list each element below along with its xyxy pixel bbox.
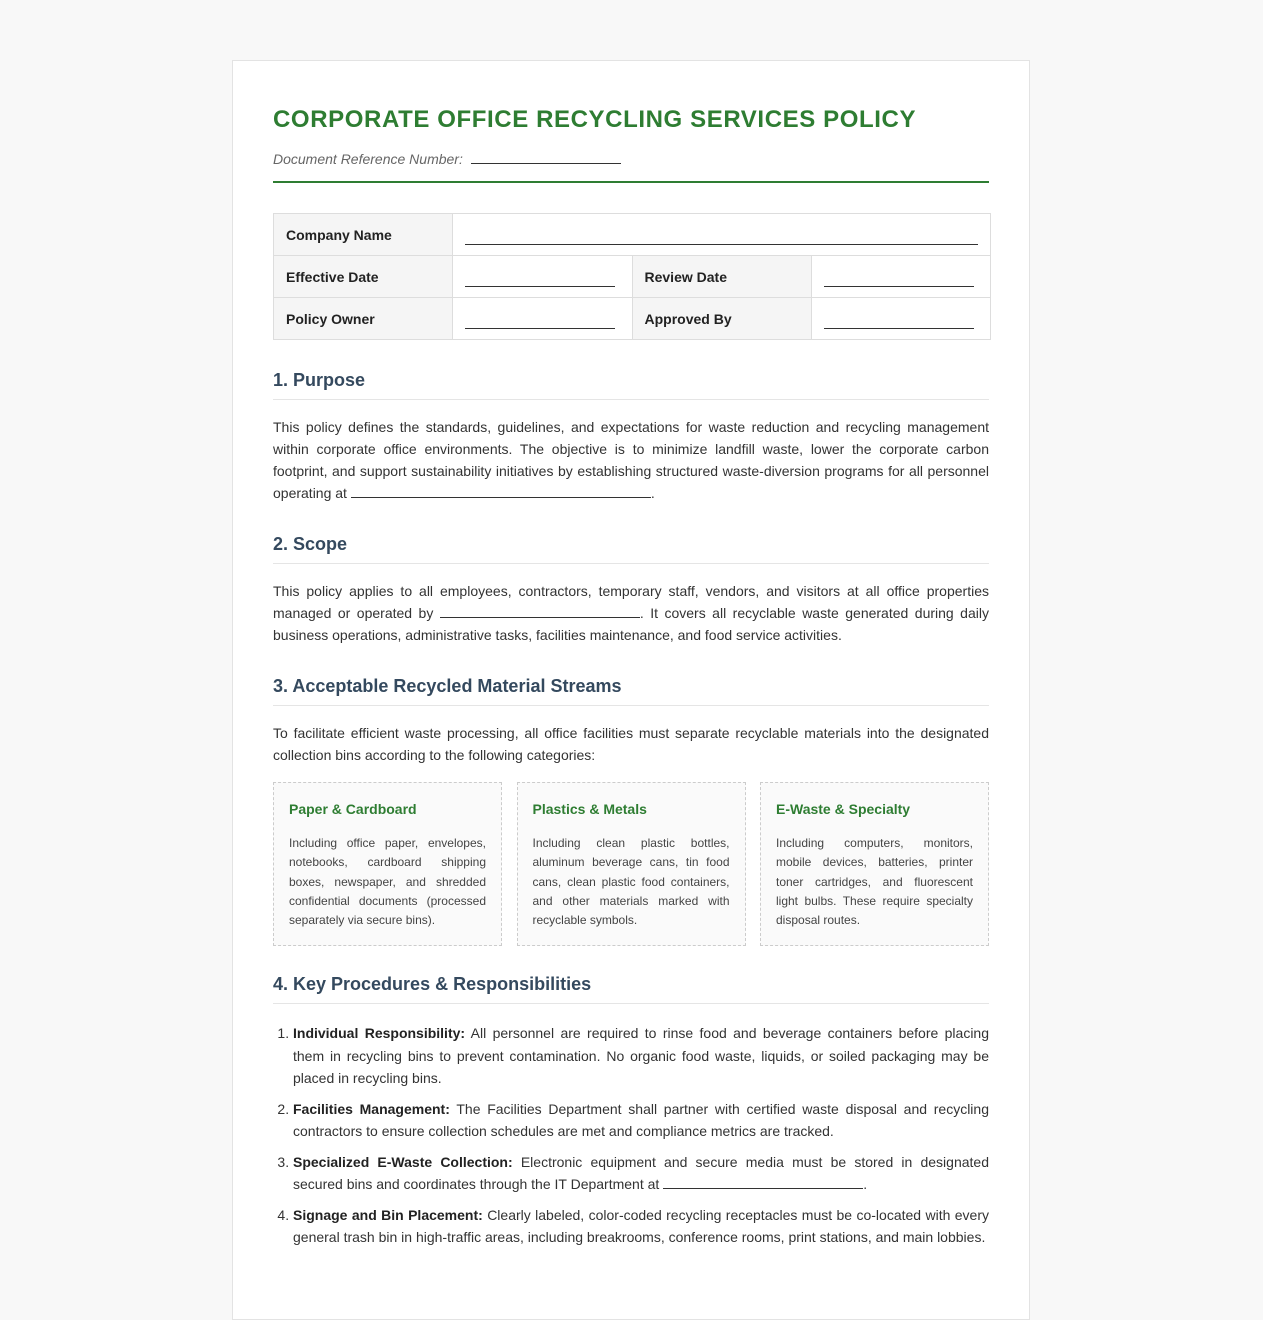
material-stream-cards bbox=[273, 782, 989, 946]
stream-card-title: Paper & Cardboard bbox=[289, 801, 417, 817]
stream-card-plastics bbox=[517, 782, 746, 946]
reference-number-field[interactable] bbox=[471, 149, 621, 164]
company-name-cell bbox=[453, 214, 991, 256]
it-contact-field[interactable] bbox=[663, 1174, 863, 1189]
stream-card-text: Including computers, monitors, mobile devices, batteries, printer toner cartridges, and fluorescent light bulbs. These require specialty disposal routes. bbox=[776, 836, 973, 928]
stream-card-ewaste bbox=[760, 782, 989, 946]
stream-card-title: E-Waste & Specialty bbox=[776, 801, 911, 817]
approved-by-cell bbox=[811, 298, 990, 340]
procedure-text-end: . bbox=[863, 1176, 868, 1192]
review-date-cell bbox=[811, 256, 990, 298]
stream-card-title: Plastics & Metals bbox=[532, 801, 647, 817]
effective-date-cell bbox=[453, 256, 632, 298]
policy-owner-cell bbox=[453, 298, 632, 340]
procedure-text: All personnel are required to rinse food and beverage containers before placing them in recycling bins to prevent contamination. No organic food waste, liquids, or soiled packaging may be placed in recycling bins. bbox=[293, 1025, 989, 1086]
document-title: CORPORATE OFFICE RECYCLING SERVICES POLICY bbox=[273, 106, 917, 133]
list-item bbox=[293, 1151, 989, 1196]
policy-info-table bbox=[273, 213, 991, 340]
procedures-heading: 4. Key Procedures & Responsibilities bbox=[273, 973, 989, 1004]
purpose-text-start: This policy defines the standards, guidelines, and expectations for waste reduction and recycling management within corporate office environments. The objective is to minimize landfill waste, lower the corporate carbon footprint, and support sustainability initiatives by establishing structured waste-diversion programs for all personnel operating at bbox=[273, 419, 989, 501]
procedure-text: Electronic equipment and secure media must be stored in designated secured bins and coordinates through the IT Department at bbox=[293, 1153, 989, 1192]
procedures-section bbox=[273, 973, 989, 1249]
procedure-text: The Facilities Department shall partner with certified waste disposal and recycling contractors to ensure collection schedules are met and compliance metrics are tracked. bbox=[293, 1100, 989, 1139]
reference-number-row bbox=[273, 149, 989, 169]
list-item bbox=[293, 1022, 989, 1090]
list-item bbox=[293, 1204, 989, 1249]
approved-by-field[interactable] bbox=[824, 316, 974, 329]
purpose-text bbox=[273, 416, 989, 504]
procedure-label: Facilities Management: bbox=[293, 1100, 450, 1117]
policy-owner-field[interactable] bbox=[465, 316, 615, 329]
company-name-label: Company Name bbox=[274, 214, 453, 256]
policy-document bbox=[232, 60, 1030, 1320]
stream-card-text: Including office paper, envelopes, notebooks, cardboard shipping boxes, newspaper, and shredded confidential documents (processed separately via secure bins). bbox=[289, 836, 486, 928]
company-name-field[interactable] bbox=[465, 232, 978, 245]
effective-date-label: Effective Date bbox=[274, 256, 453, 298]
streams-section bbox=[273, 675, 989, 946]
scope-heading: 2. Scope bbox=[273, 533, 989, 564]
procedure-text: Clearly labeled, color-coded recycling receptacles must be co-located with every general trash bin in high-traffic areas, including breakrooms, conference rooms, print stations, and main lobbies. bbox=[293, 1206, 990, 1245]
policy-owner-label: Policy Owner bbox=[274, 298, 453, 340]
stream-card-text: Including clean plastic bottles, aluminum beverage cans, tin food cans, clean plastic food containers, and other materials marked with recyclable symbols. bbox=[532, 836, 730, 928]
review-date-field[interactable] bbox=[824, 274, 974, 287]
purpose-heading: 1. Purpose bbox=[273, 369, 989, 400]
list-item bbox=[293, 1098, 989, 1143]
scope-text bbox=[273, 580, 989, 646]
effective-date-field[interactable] bbox=[465, 274, 615, 287]
review-date-label: Review Date bbox=[632, 256, 811, 298]
procedures-list bbox=[273, 1022, 989, 1249]
location-field[interactable] bbox=[351, 483, 651, 498]
operator-field[interactable] bbox=[440, 603, 640, 618]
procedure-label: Signage and Bin Placement: bbox=[293, 1206, 483, 1223]
procedure-label: Specialized E-Waste Collection: bbox=[293, 1153, 513, 1170]
scope-text-start: This policy applies to all employees, contractors, temporary staff, vendors, and visitors at all office properties managed or operated by bbox=[273, 583, 989, 621]
purpose-text-end: . bbox=[650, 485, 655, 501]
stream-card-paper bbox=[273, 782, 502, 946]
title-divider bbox=[273, 181, 989, 183]
purpose-section bbox=[273, 369, 989, 504]
streams-heading: 3. Acceptable Recycled Material Streams bbox=[273, 675, 989, 706]
scope-section bbox=[273, 533, 989, 646]
reference-number-label: Document Reference Number: bbox=[273, 151, 463, 167]
streams-intro: To facilitate efficient waste processing, all office facilities must separate recyclable materials into the designated collection bins according to the following categories: bbox=[273, 725, 989, 763]
approved-by-label: Approved By bbox=[632, 298, 811, 340]
scope-text-end: . It covers all recyclable waste generated during daily business operations, administrative tasks, facilities maintenance, and food service activities. bbox=[273, 605, 989, 643]
procedure-label: Individual Responsibility: bbox=[293, 1025, 466, 1041]
